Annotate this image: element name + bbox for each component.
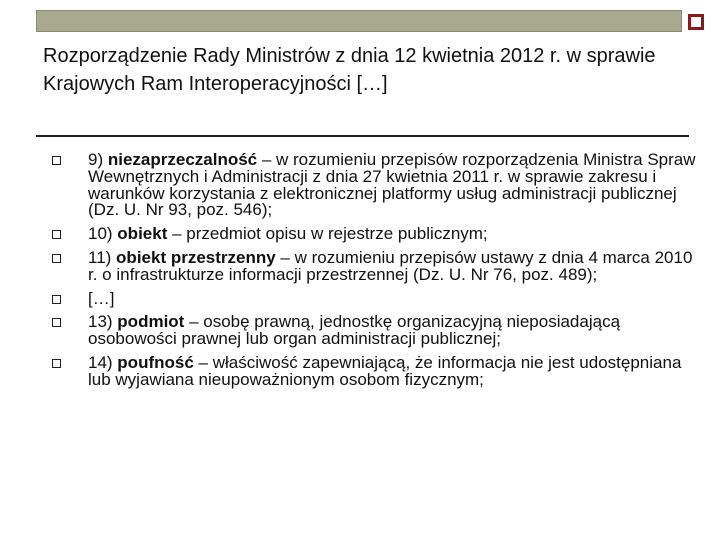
square-bullet-icon [52,254,61,263]
list-item [38,247,698,284]
item-term: obiekt [117,224,168,244]
square-bullet-icon [52,359,61,368]
list-item [38,314,698,348]
item-text: – osobę prawną, jednostkę organizacyjną nieposiadającą osobowości prawnej lub organ administracji publicznej; [88,312,621,349]
slide-title: Rozporządzenie Rady Ministrów z dnia 12 kwietnia 2012 r. w sprawie Krajowych Ram Interoperacyjności […] [43,45,656,95]
square-bullet-icon [52,156,61,165]
square-bullet-icon [52,318,61,327]
square-bullet-icon [52,230,61,239]
item-term: podmiot [117,312,185,332]
list-item [38,288,698,308]
item-prefix: 9) [88,150,108,169]
title-divider [36,135,689,137]
square-bullet-icon [52,295,61,304]
definition-list [38,152,698,396]
item-text: – w rozumieniu przepisów ustawy z dnia 4 marca 2010 r. o infrastrukturze informacji przestrzennej (Dz. U. Nr 76, poz. 489); [88,247,693,284]
decorative-corner-square [688,14,704,30]
item-text: – przedmiot opisu w rejestrze publicznym; [167,224,488,244]
item-term: obiekt przestrzenny [116,247,276,267]
item-prefix: 14) [88,352,118,372]
item-term: poufność [117,352,194,372]
decorative-top-bar [36,10,682,32]
item-prefix: 13) [88,312,118,332]
list-item [38,152,698,219]
item-prefix: 11) [88,247,117,267]
list-item [38,352,698,389]
item-text: – właściwość zapewniającą, że informacja nie jest udostępniana lub wyjawiana nieupoważnionym osobom fizycznym; [88,352,682,389]
item-prefix: […] [88,288,115,308]
item-term: niezaprzeczalność [107,150,258,169]
item-prefix: 10) [88,224,118,244]
item-text: – w rozumieniu przepisów rozporządzenia Ministra Spraw Wewnętrznych i Administracji z dnia 27 kwietnia 2011 r. w sprawie zakresu i warunków korzystania z elektronicznej platformy usług administracji publicznej (Dz. U. Nr 93, poz. 546); [88,150,696,220]
list-item [38,226,698,243]
